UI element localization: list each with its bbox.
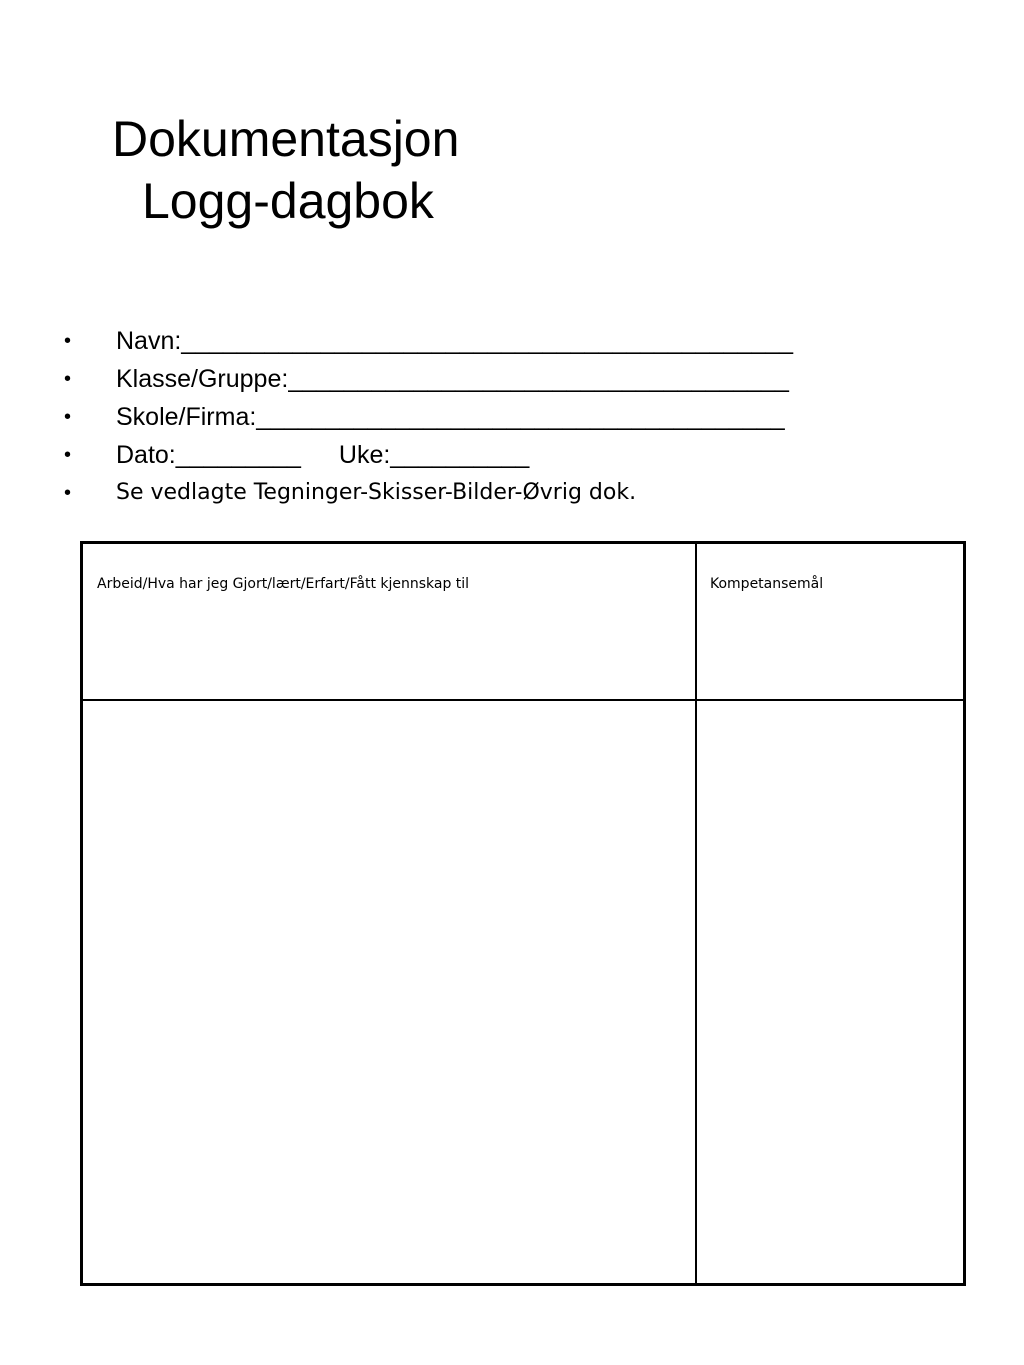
field-uke-label: Uke:__________ — [338, 441, 530, 469]
header-arbeid: Arbeid/Hva har jeg Gjort/lært/Erfart/Fått kjennskap til — [97, 576, 470, 592]
title-line-2: Logg-dagbok — [142, 173, 434, 229]
bullet-icon: • — [64, 368, 72, 390]
attachments-note-text: Se vedlagte Tegninger-Skisser-Bilder-Øvrig dok. — [116, 480, 637, 505]
field-dato-uke-labels — [116, 436, 529, 474]
field-navn-label: Navn:____________________________________________ — [116, 327, 794, 355]
field-skole-firma-label: Skole/Firma:______________________________________ — [116, 403, 785, 431]
document-title — [112, 108, 492, 232]
bullet-icon: • — [64, 406, 72, 428]
arbeid-entry-cell[interactable] — [83, 701, 695, 1283]
header-kompetansemal: Kompetansemål — [710, 576, 824, 592]
field-dato-label: Dato:_________ — [116, 441, 301, 469]
kompetansemal-entry-cell[interactable] — [697, 701, 963, 1283]
log-table — [80, 541, 966, 1286]
bullet-icon: • — [64, 444, 72, 466]
title-line-1: Dokumentasjon — [112, 111, 460, 167]
bullet-icon: • — [64, 482, 72, 504]
bullet-icon: • — [64, 330, 72, 352]
field-klasse-gruppe-label: Klasse/Gruppe:____________________________________ — [116, 365, 789, 393]
